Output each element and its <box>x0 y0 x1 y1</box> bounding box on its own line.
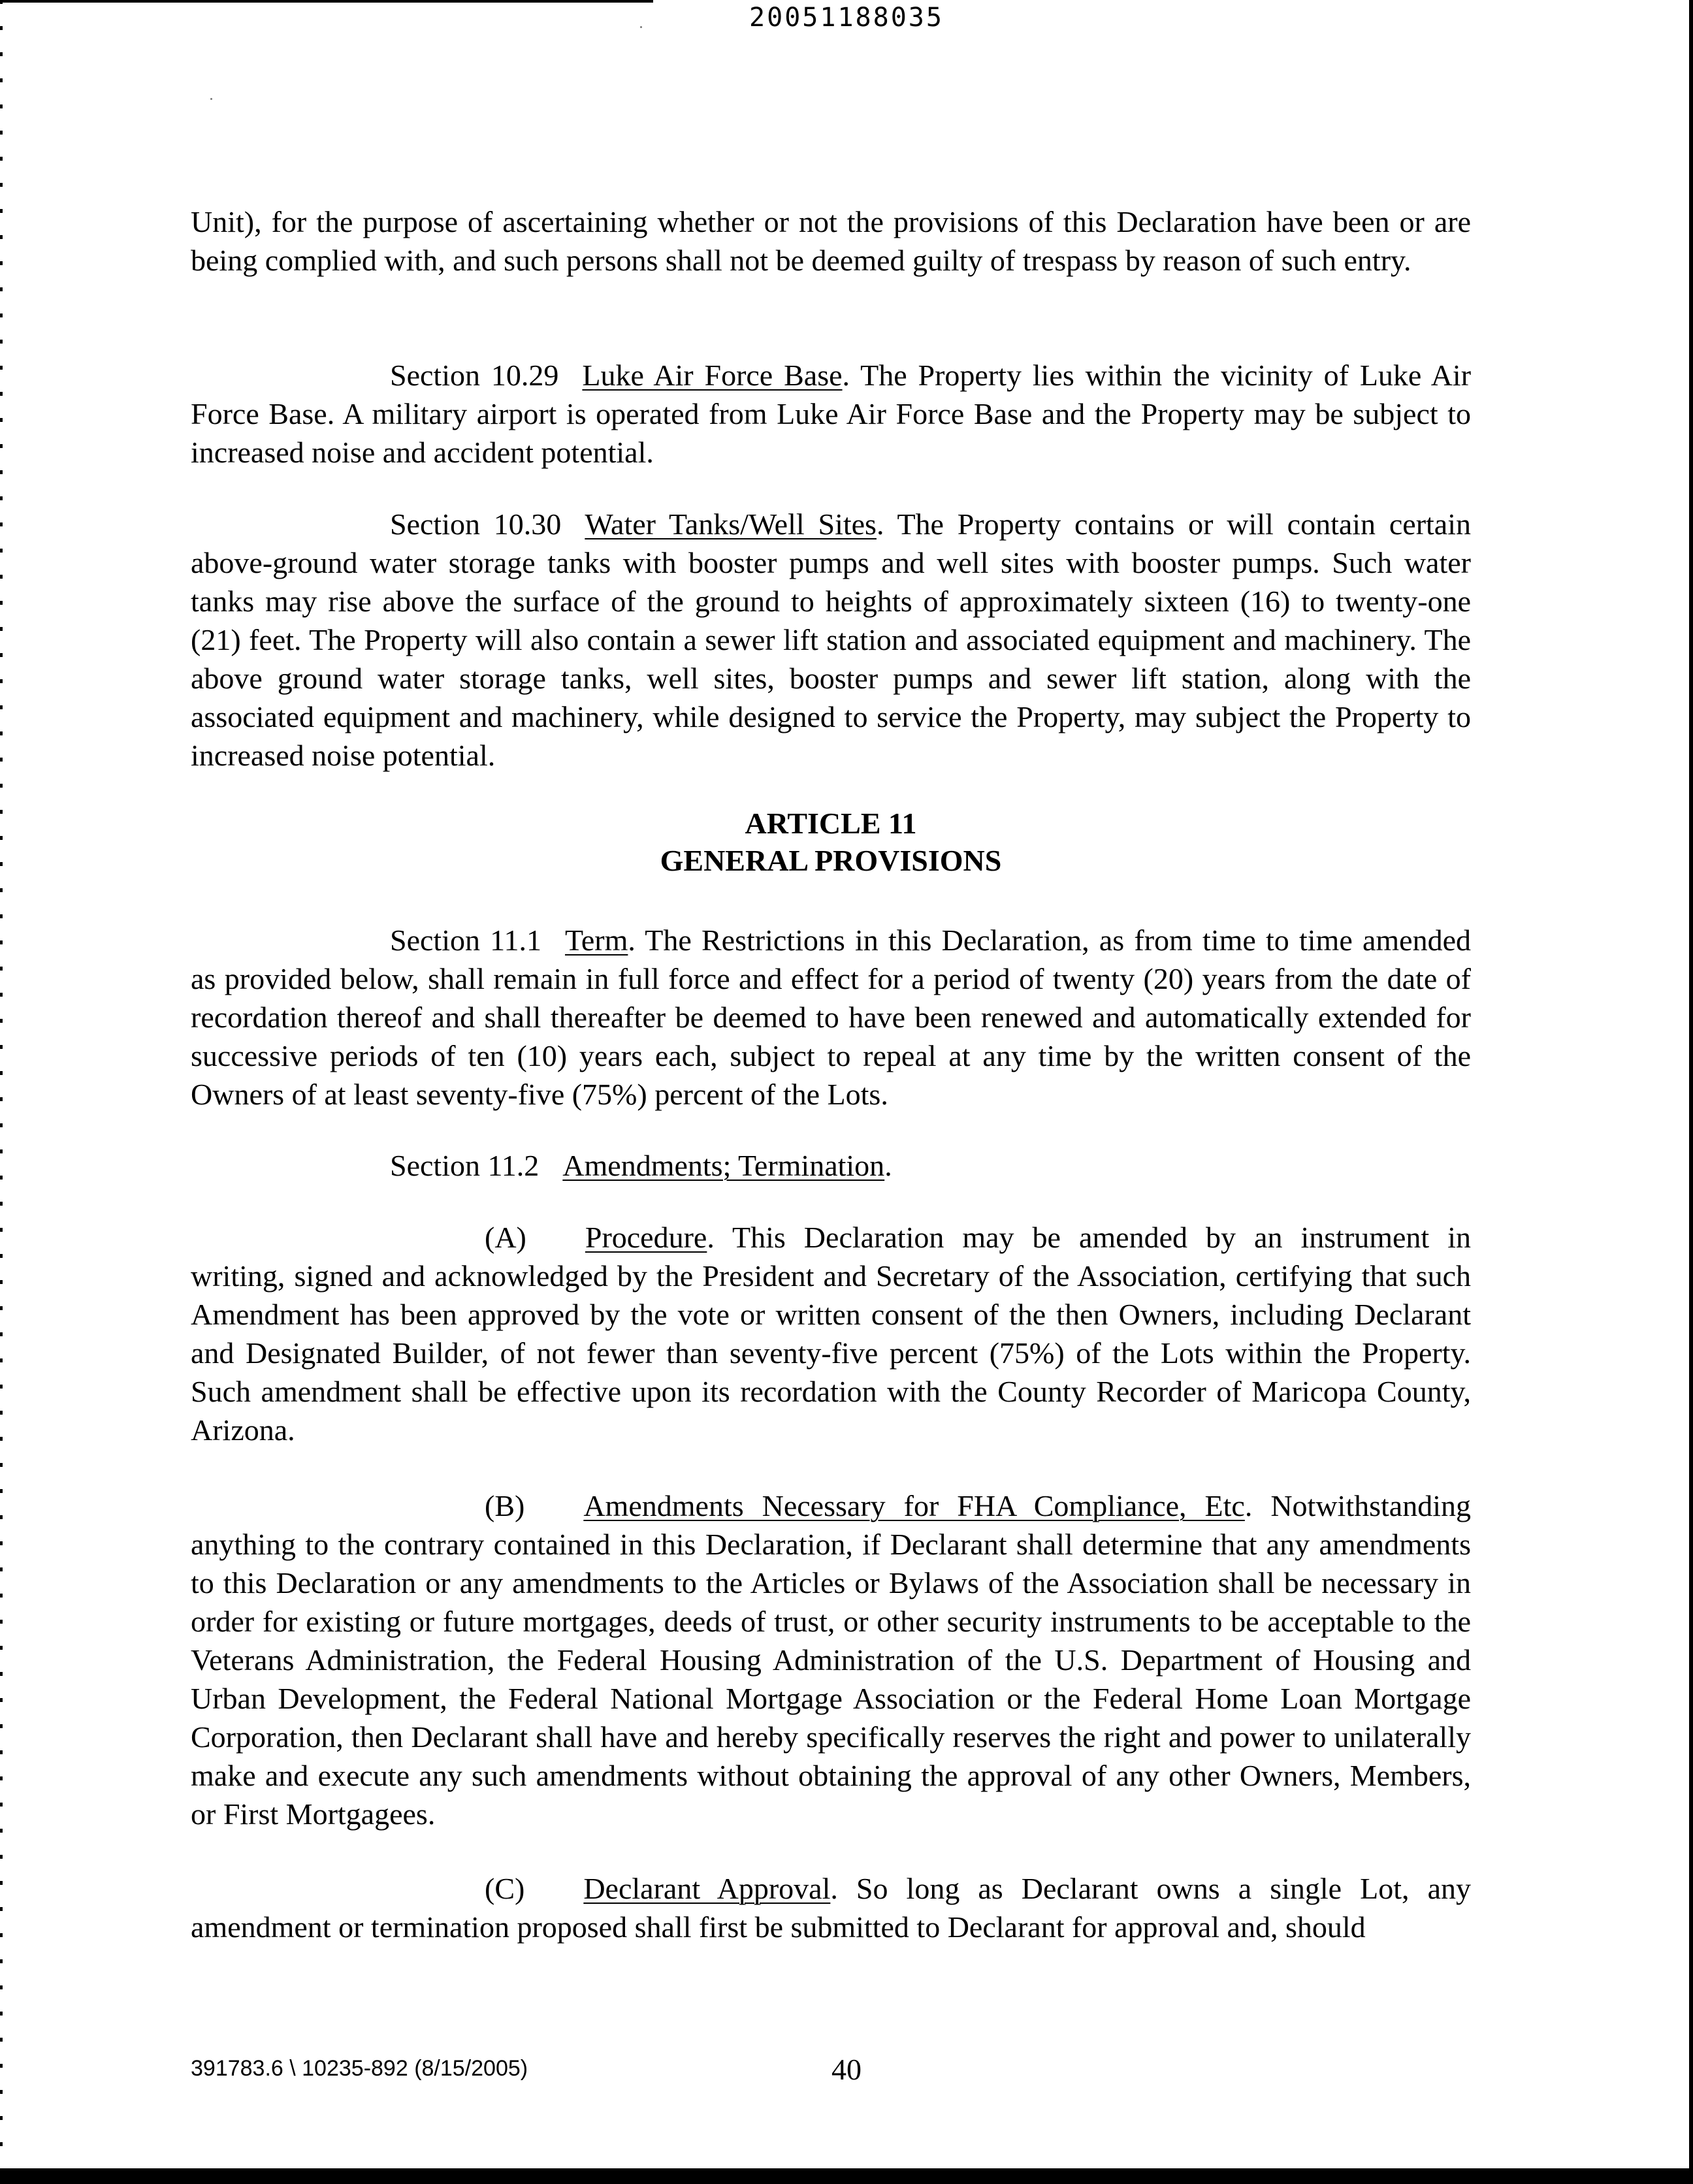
section-text: . The Property lies within the vicinity of Luke Air Force Base. A military airport is operated from Luke Air Force Base and the Property may be subject to increased noise and accident potential. <box>191 359 1472 469</box>
article-number: ARTICLE 11 <box>745 807 917 840</box>
subsection-label: (C) <box>485 1872 525 1905</box>
subsection-title: Procedure <box>585 1221 707 1254</box>
subsection-title: Declarant Approval <box>583 1872 831 1905</box>
scan-speck <box>210 98 212 100</box>
subsection-label: (B) <box>485 1489 525 1522</box>
subsection-title: Amendments Necessary for FHA Compliance, Etc <box>583 1489 1245 1522</box>
section-10-29-paragraph <box>191 356 1471 472</box>
section-title: Term <box>564 923 628 957</box>
subsection-b-paragraph <box>191 1486 1471 1833</box>
subsection-text: . So long as Declarant owns a single Lot, any amendment or termination proposed shall first be submitted to Declarant for approval and, should <box>191 1872 1471 1944</box>
footer-document-id: 391783.6 \ 10235-892 (8/15/2005) <box>191 2056 528 2081</box>
section-text: . The Property contains or will contain certain above-ground water storage tanks with booster pumps and well sites with booster pumps. Such water tanks may rise above the surface of the ground to heights of approximately sixteen (16) to twenty-one (21) feet. The Property will also contain a sewer lift station and associated equipment and machinery. The above ground water storage tanks, well sites, booster pumps and sewer lift station, along with the associated equipment and machinery, while designed to service the Property, may subject the Property to increased noise potential. <box>191 507 1471 772</box>
subsection-c-paragraph <box>191 1869 1471 1946</box>
article-title: GENERAL PROVISIONS <box>660 844 1002 877</box>
scan-border-bottom <box>0 2168 1693 2184</box>
section-11-2-paragraph <box>191 1146 1471 1185</box>
section-text: . <box>884 1149 892 1182</box>
page-number: 40 <box>831 2053 862 2086</box>
document-number: 20051188035 <box>749 3 944 33</box>
section-title: Amendments; Termination <box>562 1149 885 1182</box>
continuation-paragraph: Unit), for the purpose of ascertaining whether or not the provisions of this Declaration have been or are being complied with, and such persons shall not be deemed guilty of trespass by reason of such entry. <box>191 205 1471 277</box>
scan-border-left <box>0 0 3 2184</box>
article-heading <box>191 805 1471 879</box>
section-11-1-paragraph <box>191 921 1471 1114</box>
subsection-a-paragraph <box>191 1218 1471 1449</box>
section-title: Water Tanks/Well Sites <box>585 507 877 541</box>
subsection-text: . Notwithstanding anything to the contrary contained in this Declaration, if Declarant shall determine that any amendments to this Declaration or any amendments to the Articles or Bylaws of the Association shall be necessary in order for existing or future mortgages, deeds of trust, or other security instruments to be acceptable to the Veterans Administration, the Federal Housing Administration of the U.S. Department of Housing and Urban Development, the Federal National Mortgage Association or the Federal Home Loan Mortgage Corporation, then Declarant shall have and hereby specifically reserves the right and power to unilaterally make and execute any such amendments without obtaining the approval of any other Owners, Members, or First Mortgagees. <box>191 1489 1471 1831</box>
section-title: Luke Air Force Base <box>582 359 843 392</box>
section-10-30-paragraph <box>191 505 1471 775</box>
section-number: Section 11.2 <box>390 1149 540 1182</box>
section-number: Section 10.30 <box>390 507 562 541</box>
section-number: Section 10.29 <box>390 359 559 392</box>
section-text: . The Restrictions in this Declaration, as from time to time amended as provided below, shall remain in full force and effect for a period of twenty (20) years from the date of recordation thereof and shall thereafter be deemed to have been renewed and automatically extended for successive periods of ten (10) years each, subject to repeal at any time by the written consent of the Owners of at least seventy-five (75%) percent of the Lots. <box>191 923 1471 1111</box>
subsection-label: (A) <box>485 1221 526 1254</box>
section-number: Section 11.1 <box>390 923 541 957</box>
subsection-text: . This Declaration may be amended by an instrument in writing, signed and acknowledged by the President and Secretary of the Association, certifying that such Amendment has been approved by the vote or written consent of the then Owners, including Declarant and Designated Builder, of not fewer than seventy-five percent (75%) of the Lots within the Property. Such amendment shall be effective upon its recordation with the County Recorder of Maricopa County, Arizona. <box>191 1221 1471 1447</box>
scan-border-right <box>1689 0 1693 2184</box>
